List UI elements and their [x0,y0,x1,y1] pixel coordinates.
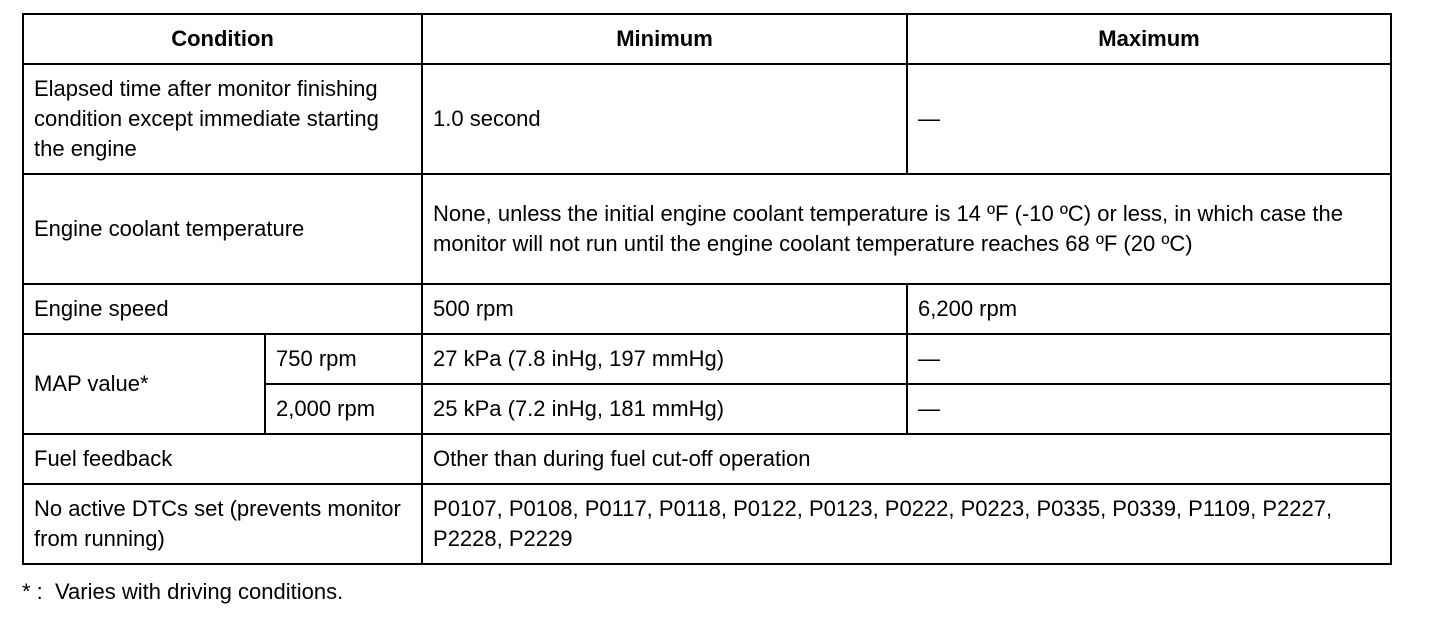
table-row [23,174,1391,284]
header-minimum: Minimum [422,14,907,64]
map-value-condition: MAP value* [23,334,265,434]
map-2000-minimum: 25 kPa (7.2 inHg, 181 mmHg) [422,384,907,434]
header-maximum: Maximum [907,14,1391,64]
map-750-maximum: — [907,334,1391,384]
dtc-condition: No active DTCs set (prevents monitor from running) [23,484,422,564]
table-row [23,334,1391,384]
engine-speed-maximum: 6,200 rpm [907,284,1391,334]
coolant-temp-value: None, unless the initial engine coolant temperature is 14 ºF (-10 ºC) or less, in which case the monitor will not run until the engine coolant temperature reaches 68 ºF (20 ºC) [422,174,1391,284]
footnote: * : Varies with driving conditions. [22,579,344,604]
table-row [23,64,1391,174]
map-rpm-2000: 2,000 rpm [265,384,422,434]
map-750-minimum: 27 kPa (7.8 inHg, 197 mmHg) [422,334,907,384]
header-condition: Condition [23,14,422,64]
engine-speed-condition: Engine speed [23,284,422,334]
elapsed-time-minimum: 1.0 second [422,64,907,174]
conditions-table [22,13,1392,565]
table-row [23,434,1391,484]
map-2000-maximum: — [907,384,1391,434]
table-row [23,484,1391,564]
engine-speed-minimum: 500 rpm [422,284,907,334]
fuel-feedback-value: Other than during fuel cut-off operation [422,434,1391,484]
coolant-temp-condition: Engine coolant temperature [23,174,422,284]
dtc-list: P0107, P0108, P0117, P0118, P0122, P0123, P0222, P0223, P0335, P0339, P1109, P2227, P2228, P2229 [422,484,1391,564]
map-rpm-750: 750 rpm [265,334,422,384]
elapsed-time-maximum: — [907,64,1391,174]
fuel-feedback-condition: Fuel feedback [23,434,422,484]
table-row [23,284,1391,334]
elapsed-time-condition: Elapsed time after monitor finishing condition except immediate starting the engine [23,64,422,174]
table-header-row [23,14,1391,64]
